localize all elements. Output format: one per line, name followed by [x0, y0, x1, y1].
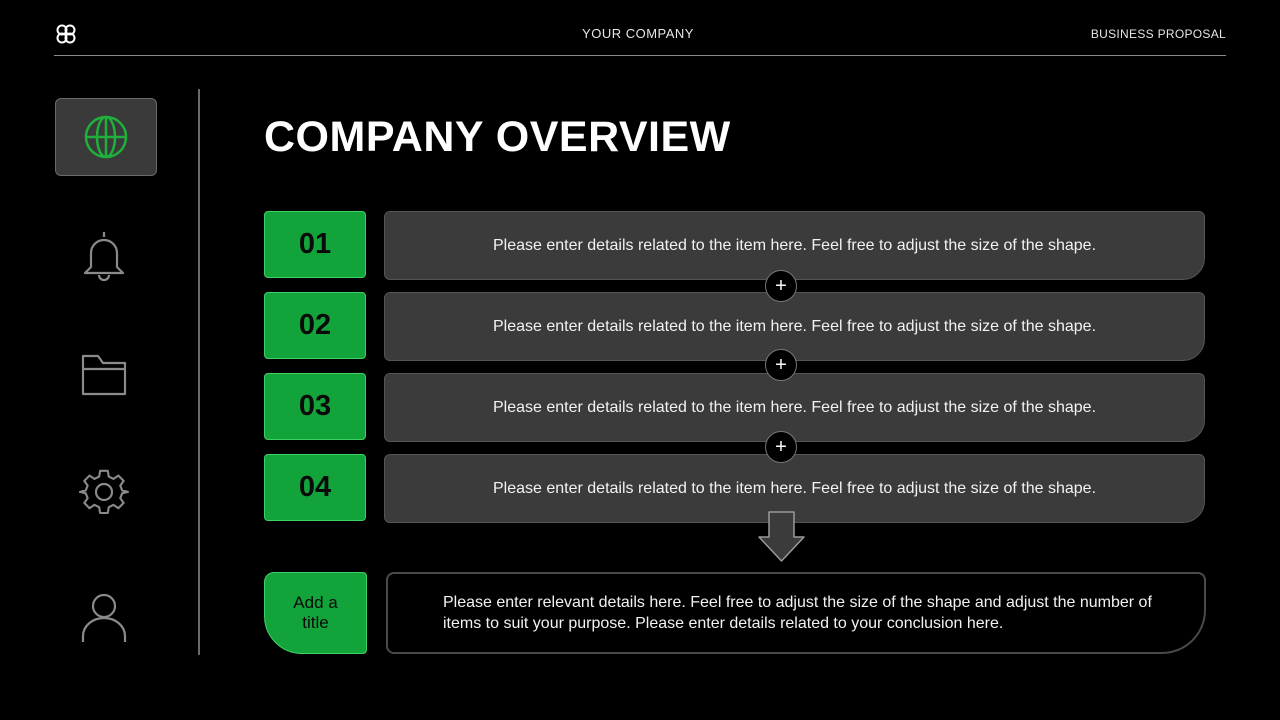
header-divider	[54, 55, 1226, 56]
conclusion-title-box: Add a title	[264, 572, 367, 654]
bell-icon[interactable]	[79, 229, 129, 283]
item-text-02: Please enter details related to the item here. Feel free to adjust the size of the shape.	[384, 292, 1205, 361]
plus-icon: +	[765, 270, 797, 302]
item-number-02: 02	[264, 292, 366, 359]
item-number-04: 04	[264, 454, 366, 521]
user-icon[interactable]	[79, 590, 129, 644]
folder-icon[interactable]	[79, 348, 129, 402]
sidebar-divider	[198, 89, 200, 655]
conclusion-text-box	[386, 572, 1206, 654]
page-title: COMPANY OVERVIEW	[264, 113, 731, 161]
down-arrow-icon	[758, 511, 805, 562]
item-number-03: 03	[264, 373, 366, 440]
item-text-04: Please enter details related to the item here. Feel free to adjust the size of the shape.	[384, 454, 1205, 523]
plus-icon: +	[765, 349, 797, 381]
item-text-03: Please enter details related to the item here. Feel free to adjust the size of the shape.	[384, 373, 1205, 442]
plus-icon: +	[765, 431, 797, 463]
document-type: BUSINESS PROPOSAL	[1090, 27, 1226, 41]
conclusion-text: Please enter relevant details here. Feel free to adjust the size of the shape and adjust the number of items to suit your purpose. Please enter details related to your conclusion here.	[443, 594, 1152, 632]
item-number-01: 01	[264, 211, 366, 278]
sidebar-item-globe[interactable]	[55, 98, 157, 176]
company-name: YOUR COMPANY	[582, 26, 694, 41]
globe-icon	[81, 112, 131, 162]
item-text-01: Please enter details related to the item here. Feel free to adjust the size of the shape.	[384, 211, 1205, 280]
gear-icon[interactable]	[79, 465, 129, 519]
